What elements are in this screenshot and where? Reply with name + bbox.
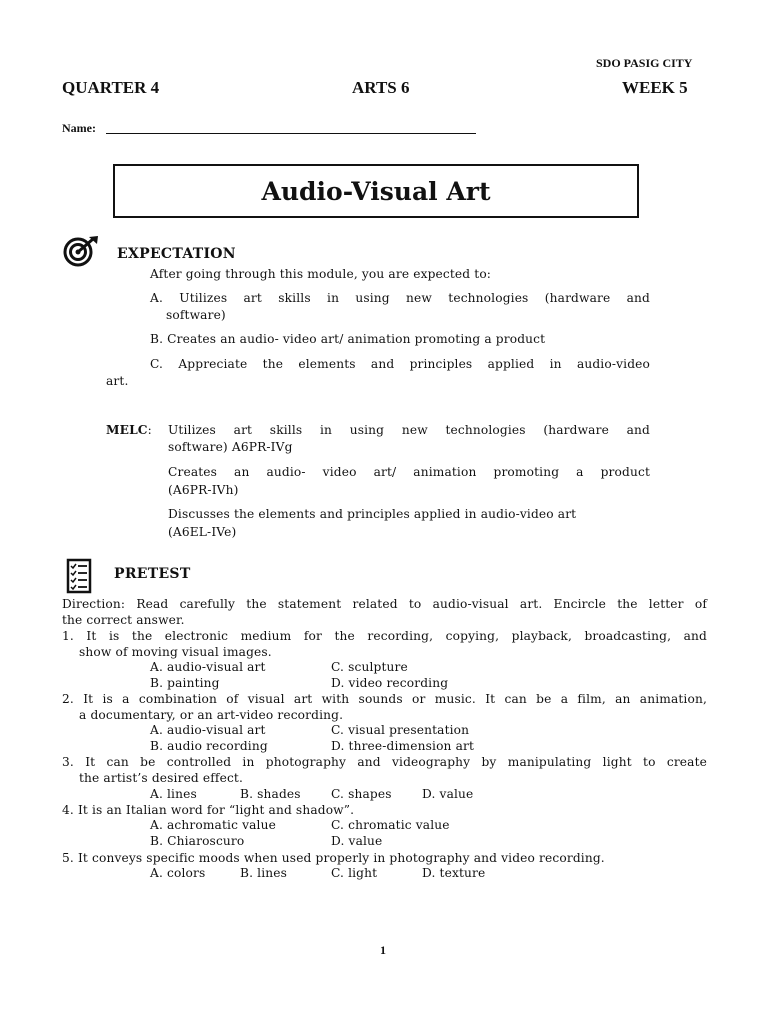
- page-number: 1: [380, 943, 386, 957]
- melc-colon: :: [147, 423, 152, 437]
- melc-item-1-line2: software) A6PR-IVg: [168, 440, 293, 454]
- melc-item-2-line2: (A6PR-IVh): [168, 483, 239, 497]
- question-1-line2: show of moving visual images.: [79, 645, 272, 659]
- target-icon: [62, 235, 100, 267]
- expectation-intro: After going through this module, you are expected to:: [150, 267, 492, 281]
- question-4-option-b[interactable]: B. Chiaroscuro: [150, 834, 245, 848]
- question-1-option-d[interactable]: D. video recording: [331, 676, 449, 690]
- melc-item-3-line2: (A6EL-IVe): [168, 525, 237, 539]
- question-1-line1: 1. It is the electronic medium for the recording, copying, playback, broadcasting, and: [62, 629, 707, 643]
- question-3-option-d[interactable]: D. value: [422, 787, 474, 801]
- quarter-label: QUARTER 4: [62, 78, 160, 97]
- question-1-option-b[interactable]: B. painting: [150, 676, 220, 690]
- question-4-option-d[interactable]: D. value: [331, 834, 383, 848]
- question-2-option-b[interactable]: B. audio recording: [150, 739, 268, 753]
- week-label: WEEK 5: [622, 78, 688, 97]
- melc-label-row: [106, 422, 152, 438]
- question-3-line1: 3. It can be controlled in photography and videography by manipulating light to create: [62, 755, 707, 769]
- question-5-option-d[interactable]: D. texture: [422, 866, 486, 880]
- expectation-item-a-line2: software): [166, 308, 226, 322]
- question-2-option-c[interactable]: C. visual presentation: [331, 723, 470, 737]
- question-1-option-a[interactable]: A. audio-visual art: [150, 660, 266, 674]
- expectation-item-c-line2: art.: [106, 374, 129, 388]
- question-4-option-c[interactable]: C. chromatic value: [331, 818, 450, 832]
- question-5-option-a[interactable]: A. colors: [150, 866, 206, 880]
- question-2-line1: 2. It is a combination of visual art with sounds or music. It can be a film, an animation,: [62, 692, 707, 706]
- expectation-item-a-line1: A. Utilizes art skills in using new technologies (hardware and: [150, 291, 650, 305]
- name-label: Name:: [62, 121, 96, 135]
- question-5-line1: 5. It conveys specific moods when used properly in photography and video recording.: [62, 851, 605, 865]
- question-3-option-b[interactable]: B. shades: [240, 787, 301, 801]
- checklist-icon: [66, 558, 92, 594]
- page-title: Audio-Visual Art: [261, 176, 491, 206]
- melc-item-1-line1: Utilizes art skills in using new technologies (hardware and: [168, 423, 650, 437]
- melc-label: MELC: [106, 423, 148, 437]
- title-box: [113, 164, 639, 218]
- name-blank-line[interactable]: [106, 133, 476, 134]
- question-4-line1: 4. It is an Italian word for “light and shadow”.: [62, 803, 355, 817]
- pretest-heading: PRETEST: [114, 566, 191, 582]
- melc-item-2-line1: Creates an audio- video art/ animation promoting a product: [168, 465, 650, 479]
- pretest-direction-line2: the correct answer.: [62, 613, 185, 627]
- subject-label: ARTS 6: [352, 78, 410, 97]
- question-3-option-c[interactable]: C. shapes: [331, 787, 392, 801]
- question-2-option-a[interactable]: A. audio-visual art: [150, 723, 266, 737]
- question-2-option-d[interactable]: D. three-dimension art: [331, 739, 475, 753]
- expectation-item-c-line1: C. Appreciate the elements and principles applied in audio-video: [150, 357, 650, 371]
- pretest-direction-line1: Direction: Read carefully the statement related to audio-visual art. Encircle the letter of: [62, 597, 707, 611]
- question-2-line2: a documentary, or an art-video recording.: [79, 708, 344, 722]
- question-4-option-a[interactable]: A. achromatic value: [150, 818, 276, 832]
- expectation-heading: EXPECTATION: [117, 246, 236, 262]
- question-3-option-a[interactable]: A. lines: [150, 787, 197, 801]
- question-5-option-b[interactable]: B. lines: [240, 866, 288, 880]
- question-5-option-c[interactable]: C. light: [331, 866, 378, 880]
- sdo-label: SDO PASIG CITY: [596, 56, 693, 70]
- expectation-item-b: B. Creates an audio- video art/ animation promoting a product: [150, 332, 546, 346]
- melc-item-3-line1: Discusses the elements and principles applied in audio-video art: [168, 507, 577, 521]
- question-1-option-c[interactable]: C. sculpture: [331, 660, 408, 674]
- question-3-line2: the artist’s desired effect.: [79, 771, 244, 785]
